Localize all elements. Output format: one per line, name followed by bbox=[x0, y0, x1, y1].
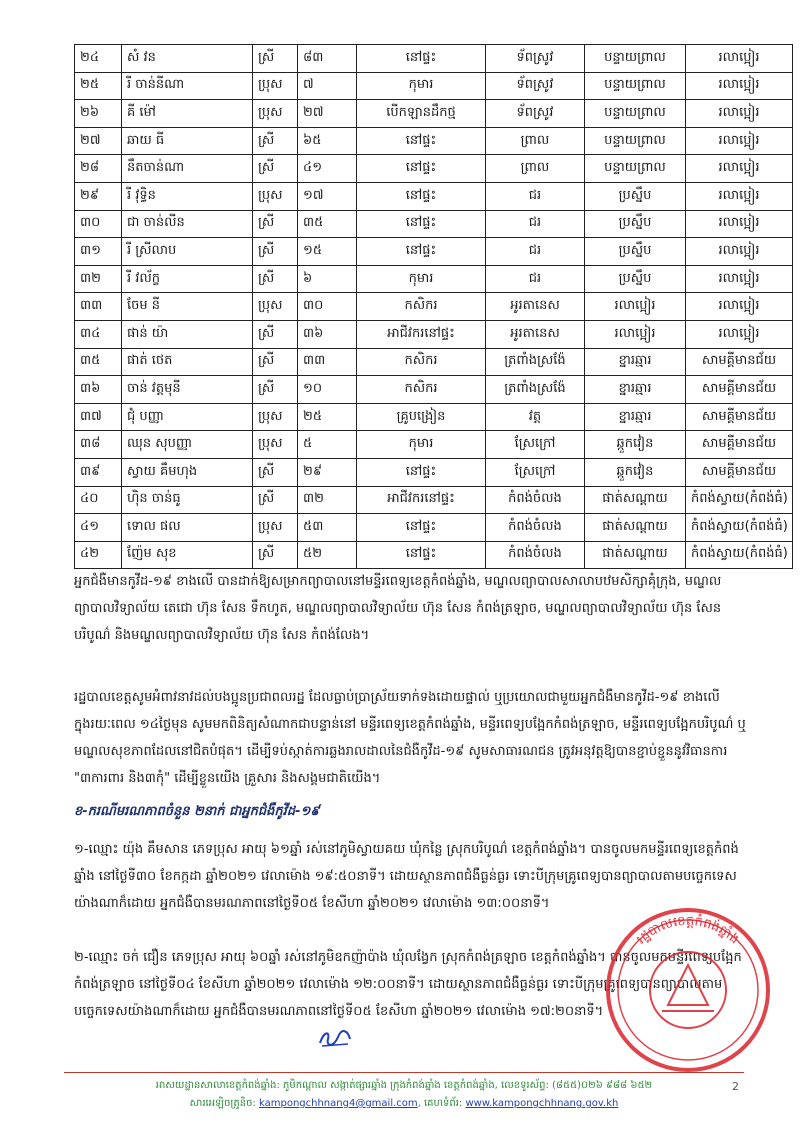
patient-village: ស្រែក្រៅ bbox=[486, 458, 585, 486]
patient-commune: ឆ្កួកវៀន bbox=[585, 458, 686, 486]
patient-commune: ផាត់សណ្តាយ bbox=[585, 514, 686, 542]
patient-occupation: នៅផ្ទះ bbox=[357, 45, 486, 73]
patient-village: កំពង់ចំលង bbox=[486, 486, 585, 514]
patient-village: ទ័ពស្រូវ bbox=[486, 45, 585, 73]
patient-sex: ស្រី bbox=[253, 45, 298, 73]
patient-district: សាមគ្គីមានជ័យ bbox=[686, 403, 793, 431]
patient-sex: ស្រី bbox=[253, 210, 298, 238]
patient-village: អូរតានេស bbox=[486, 320, 585, 348]
patient-name: ទោល ផល bbox=[122, 514, 253, 542]
row-number: ៤១ bbox=[75, 514, 122, 542]
patient-village: ត្រពាំងស្រង៉ែ bbox=[486, 348, 585, 376]
patient-district: រលាប្អៀរ bbox=[686, 238, 793, 266]
appeal-paragraph: រដ្ឋបាលខេត្តសូមអំពាវនាវដល់បងប្អូនប្រជាពលរដ្ឋ ដែលធ្លាប់ប្រាស្រ័យទាក់ទងដោយផ្ទាល់ ឬប្រយោលជាមួយអ្នកជំងឺមានកូវីដ-១៩ ខាងលើ ក្នុងរយៈពេល ១៤ថ្ងៃមុន សូមមកពិនិត្យសំណាកជាបន្ទាន់នៅ មន្ទីរពេទ្យខេត្តកំពង់ឆ្នាំង, មន្ទីរពេទ្យបង្អែកកំពង់ត្រឡាច, មន្ទីរពេទ្យបង្អែកបរិបូណ៌ ឬមណ្ឌលសុខភាពដែលនៅជិតបំផុត។ ដើម្បីទប់ស្កាត់ការឆ្លងរាលដាលនៃជំងឺកូវីដ-១៩ សូមសាធារណជន ត្រូវអនុវត្តឱ្យបានខ្ជាប់ខ្ជួននូវវិធានការ "៣ការពារ និង៣កុំ" ដើម្បីខ្លួនយើង គ្រួសារ និងសង្គមជាតិយើង។ bbox=[74, 690, 746, 786]
patient-age: ៧ bbox=[298, 72, 357, 100]
patient-commune: បន្ទាយព្រាល bbox=[585, 45, 686, 73]
patient-age: ៣២ bbox=[298, 486, 357, 514]
patient-name: សំ វន bbox=[122, 45, 253, 73]
patient-occupation: នៅផ្ទះ bbox=[357, 458, 486, 486]
table-row bbox=[75, 127, 793, 155]
row-number: ២៥ bbox=[75, 72, 122, 100]
patient-sex: ស្រី bbox=[253, 265, 298, 293]
patient-village: អូរតានេស bbox=[486, 293, 585, 321]
footer-divider bbox=[64, 1072, 744, 1073]
patient-village: ព្រាល bbox=[486, 155, 585, 183]
row-number: ៣៥ bbox=[75, 348, 122, 376]
patient-occupation: នៅផ្ទះ bbox=[357, 127, 486, 155]
email-label: សារអេឡិចត្រូនិច: bbox=[189, 1098, 259, 1109]
patient-district: រលាប្អៀរ bbox=[686, 210, 793, 238]
patient-district: រលាប្អៀរ bbox=[686, 265, 793, 293]
patient-occupation: កុមារ bbox=[357, 431, 486, 459]
patient-occupation: គ្រូបង្រៀន bbox=[357, 403, 486, 431]
table-row bbox=[75, 486, 793, 514]
row-number: ២៩ bbox=[75, 182, 122, 210]
patient-village: ស្រែក្រៅ bbox=[486, 431, 585, 459]
patient-district: សាមគ្គីមានជ័យ bbox=[686, 458, 793, 486]
email-link[interactable]: kampongchhnang4@gmail.com bbox=[259, 1098, 418, 1109]
patient-sex: ប្រុស bbox=[253, 72, 298, 100]
patient-sex: ស្រី bbox=[253, 541, 298, 569]
patient-name: ផាន់ យ៉ា bbox=[122, 320, 253, 348]
patient-name: ស្វាយ គឹមហុង bbox=[122, 458, 253, 486]
patient-district: រលាប្អៀរ bbox=[686, 72, 793, 100]
patient-occupation: កសិករ bbox=[357, 293, 486, 321]
patient-commune: ប្រស្នឹប bbox=[585, 182, 686, 210]
patient-commune: រលាប្អៀរ bbox=[585, 293, 686, 321]
patient-age: ២៥ bbox=[298, 403, 357, 431]
patient-name: នឹតចាន់ណា bbox=[122, 155, 253, 183]
patient-sex: ប្រុស bbox=[253, 431, 298, 459]
patient-name: គី ម៉ៅ bbox=[122, 100, 253, 128]
table-row bbox=[75, 210, 793, 238]
patient-age: ៥៣ bbox=[298, 514, 357, 542]
patient-age: ៥២ bbox=[298, 541, 357, 569]
patient-village: កំពង់ចំលង bbox=[486, 541, 585, 569]
table-row bbox=[75, 514, 793, 542]
patient-age: ៣៥ bbox=[298, 210, 357, 238]
patient-name: ជុំ បញ្ញា bbox=[122, 403, 253, 431]
table-row bbox=[75, 348, 793, 376]
death-case-1-paragraph: ១-ឈ្មោះ យ៉ុង គឹមសាន ភេទប្រុស អាយុ ៦១ឆ្នាំ រស់នៅភូមិស្វាយគយ ឃុំកន្លៃ ស្រុកបរិបូណ៌ ខេត្តកំពង់ឆ្នាំង។ បានចូលមកមន្ទីរពេទ្យខេត្តកំពង់ឆ្នាំង នៅថ្ងៃទី៣០ ខែកក្កដា ឆ្នាំ២០២១ វេលាម៉ោង ១៩:៥០នាទី។ ដោយស្ថានភាពជំងឺធ្ងន់ធ្ងរ ទោះបីក្រុមគ្រូពេទ្យបានព្យាបាលតាមបច្ចេកទេសយ៉ាងណាក៏ដោយ អ្នកជំងឺបានមរណភាពនៅថ្ងៃទី០៥ ខែសីហា ឆ្នាំ២០២១ វេលាម៉ោង ១៣:០០នាទី។ bbox=[74, 842, 739, 911]
patient-occupation: កសិករ bbox=[357, 376, 486, 404]
patient-sex: ស្រី bbox=[253, 127, 298, 155]
patient-village: វត្ត bbox=[486, 403, 585, 431]
patient-commune: ខ្នារឆ្មារ bbox=[585, 403, 686, 431]
stamp-text: រដ្ឋបាលខេត្តកំពង់ឆ្នាំង bbox=[633, 913, 742, 948]
patient-commune: ខ្នារឆ្មារ bbox=[585, 348, 686, 376]
patient-age: ២៩ bbox=[298, 458, 357, 486]
patient-occupation: នៅផ្ទះ bbox=[357, 514, 486, 542]
patient-name: រី ស្រីលាប bbox=[122, 238, 253, 266]
patient-name: ផាត់ ថេត bbox=[122, 348, 253, 376]
patient-age: ៦៥ bbox=[298, 127, 357, 155]
patient-commune: ខ្នារឆ្មារ bbox=[585, 376, 686, 404]
patient-occupation: កុមារ bbox=[357, 72, 486, 100]
death-case-2-paragraph: ២-ឈ្មោះ ចក់ ជឿន ភេទប្រុស អាយុ ៦០ឆ្នាំ រស់នៅភូមិឧកញ៉ាប៉ាង ឃុំលង្វែក ស្រុកកំពង់ត្រឡាច ខេត្តកំពង់ឆ្នាំង។ បានចូលមកមន្ទីរពេទ្យបង្អែកកំពង់ត្រឡាច នៅថ្ងៃទី០៤ ខែសីហា ឆ្នាំ២០២១ វេលាម៉ោង ១២:០០នាទី។ ដោយស្ថានភាពជំងឺធ្ងន់ធ្ងរ ទោះបីក្រុមគ្រូពេទ្យបានព្យាបាលតាមបច្ចេកទេសយ៉ាងណាក៏ដោយ អ្នកជំងឺបានមរណភាពនៅថ្ងៃទី០៥ ខែសីហា ឆ្នាំ២០២១ វេលាម៉ោង ១៧:២០នាទី។ bbox=[74, 950, 742, 1019]
patient-commune: បន្ទាយព្រាល bbox=[585, 127, 686, 155]
table-row bbox=[75, 541, 793, 569]
patient-commune: បន្ទាយព្រាល bbox=[585, 72, 686, 100]
footer-contact bbox=[64, 1096, 744, 1112]
row-number: ៣២ bbox=[75, 265, 122, 293]
treatment-centers-paragraph: អ្នកជំងឺមានកូវីដ-១៩ ខាងលើ បានដាក់ឱ្យសម្រាកព្យាបាលនៅមន្ទីរពេទ្យខេត្តកំពង់ឆ្នាំង, មណ្ឌលព្យាបាលសាលាបឋមសិក្សាគុំក្រុង, មណ្ឌលព្យាបាលវិទ្យាល័យ តេជោ ហ៊ុន សែន ទឹកហូត, មណ្ឌលព្យាបាលវិទ្យាល័យ ហ៊ុន សែន កំពង់ត្រឡាច, មណ្ឌលព្យាបាលវិទ្យាល័យ ហ៊ុន សែន បរិបូណ៌ និងមណ្ឌលព្យាបាលវិទ្យាល័យ ហ៊ុន សែន កំពង់លែង។ bbox=[74, 574, 722, 643]
table-body bbox=[75, 45, 793, 569]
table-row bbox=[75, 320, 793, 348]
table-row bbox=[75, 238, 793, 266]
patient-name: ឈុន សុបញ្ញា bbox=[122, 431, 253, 459]
patient-sex: ប្រុស bbox=[253, 403, 298, 431]
table-row bbox=[75, 155, 793, 183]
patient-commune: រលាប្អៀរ bbox=[585, 320, 686, 348]
footer-address: អាសយដ្ឋានសាលាខេត្តកំពង់ឆ្នាំង: ភូមិកណ្ដាល សង្កាត់ផ្សារឆ្នាំង ក្រុងកំពង់ឆ្នាំង ខេត្តកំពង់ឆ្នាំង, លេខទូរស័ព្ទ: (៨៥៥)០២៦ ៩៨៨ ៦៥២ bbox=[155, 1080, 653, 1091]
table-row bbox=[75, 45, 793, 73]
row-number: ៣១ bbox=[75, 238, 122, 266]
patient-occupation: នៅផ្ទះ bbox=[357, 238, 486, 266]
patient-age: ៨៣ bbox=[298, 45, 357, 73]
patient-age: ៣០ bbox=[298, 293, 357, 321]
patient-occupation: បើកឡានដឹកថ្ម bbox=[357, 100, 486, 128]
patient-sex: ប្រុស bbox=[253, 100, 298, 128]
patient-village: ជរ bbox=[486, 265, 585, 293]
patient-district: កំពង់ស្វាយ(កំពង់ធំ) bbox=[686, 514, 793, 542]
row-number: ២៨ bbox=[75, 155, 122, 183]
patient-district: រលាប្អៀរ bbox=[686, 127, 793, 155]
patient-commune: ផាត់សណ្តាយ bbox=[585, 541, 686, 569]
patient-name: ជា ចាន់លីន bbox=[122, 210, 253, 238]
patient-district: សាមគ្គីមានជ័យ bbox=[686, 431, 793, 459]
table-row bbox=[75, 182, 793, 210]
patient-district: រលាប្អៀរ bbox=[686, 293, 793, 321]
patient-age: ៣៣ bbox=[298, 348, 357, 376]
patient-name: រី វល័ក្ខ bbox=[122, 265, 253, 293]
patient-age: ៣៦ bbox=[298, 320, 357, 348]
patient-commune: ផាត់សណ្តាយ bbox=[585, 486, 686, 514]
patient-sex: ស្រី bbox=[253, 155, 298, 183]
patient-district: រលាប្អៀរ bbox=[686, 100, 793, 128]
patient-name: ចែម នី bbox=[122, 293, 253, 321]
patient-district: រលាប្អៀរ bbox=[686, 320, 793, 348]
patient-occupation: នៅផ្ទះ bbox=[357, 182, 486, 210]
row-number: ៣៣ bbox=[75, 293, 122, 321]
website-label: , គេហទំព័រ: bbox=[417, 1098, 466, 1109]
patient-sex: ប្រុស bbox=[253, 182, 298, 210]
patient-village: ទ័ពស្រូវ bbox=[486, 72, 585, 100]
website-link[interactable]: www.kampongchhnang.gov.kh bbox=[465, 1098, 619, 1109]
patient-sex: ប្រុស bbox=[253, 293, 298, 321]
patient-name: ហ៊ិន ចាន់ធូ bbox=[122, 486, 253, 514]
patient-sex: ប្រុស bbox=[253, 514, 298, 542]
table-row bbox=[75, 265, 793, 293]
patient-village: ជរ bbox=[486, 182, 585, 210]
patient-district: រលាប្អៀរ bbox=[686, 155, 793, 183]
patient-age: ៤១ bbox=[298, 155, 357, 183]
row-number: ២៦ bbox=[75, 100, 122, 128]
patient-name: ចាន់ វត្តមុនី bbox=[122, 376, 253, 404]
patient-district: សាមគ្គីមានជ័យ bbox=[686, 376, 793, 404]
patient-commune: បន្ទាយព្រាល bbox=[585, 100, 686, 128]
patient-district: រលាប្អៀរ bbox=[686, 45, 793, 73]
initials-signature bbox=[318, 1025, 352, 1049]
patient-age: ២៧ bbox=[298, 100, 357, 128]
patient-occupation: អាជីវករនៅផ្ទះ bbox=[357, 486, 486, 514]
table-row bbox=[75, 72, 793, 100]
patient-age: ១៥ bbox=[298, 238, 357, 266]
row-number: ៣៩ bbox=[75, 458, 122, 486]
patient-sex: ស្រី bbox=[253, 458, 298, 486]
patient-sex: ស្រី bbox=[253, 486, 298, 514]
patient-village: ទ័ពស្រូវ bbox=[486, 100, 585, 128]
page-number: 2 bbox=[732, 1080, 739, 1093]
patient-village: ជរ bbox=[486, 238, 585, 266]
table-row bbox=[75, 458, 793, 486]
patient-sex: ស្រី bbox=[253, 376, 298, 404]
patient-sex: ស្រី bbox=[253, 238, 298, 266]
patient-age: ៦ bbox=[298, 265, 357, 293]
patient-commune: ប្រស្នឹប bbox=[585, 238, 686, 266]
row-number: ៤២ bbox=[75, 541, 122, 569]
patient-occupation: នៅផ្ទះ bbox=[357, 155, 486, 183]
patient-occupation: នៅផ្ទះ bbox=[357, 541, 486, 569]
row-number: ២៤ bbox=[75, 45, 122, 73]
official-seal-stamp bbox=[598, 905, 778, 1075]
patient-village: ព្រាល bbox=[486, 127, 585, 155]
patient-name: ឆាយ ធី bbox=[122, 127, 253, 155]
table-row bbox=[75, 293, 793, 321]
table-row bbox=[75, 100, 793, 128]
patient-village: ត្រពាំងស្រង៉ែ bbox=[486, 376, 585, 404]
row-number: ៣៨ bbox=[75, 431, 122, 459]
patient-age: ១០ bbox=[298, 376, 357, 404]
patient-name: រី ចាន់នីណា bbox=[122, 72, 253, 100]
patient-district: រលាប្អៀរ bbox=[686, 182, 793, 210]
row-number: ២៧ bbox=[75, 127, 122, 155]
patient-age: ១៧ bbox=[298, 182, 357, 210]
patient-occupation: អាជីវករនៅផ្ទះ bbox=[357, 320, 486, 348]
patient-commune: ប្រស្នឹប bbox=[585, 210, 686, 238]
row-number: ៣៧ bbox=[75, 403, 122, 431]
row-number: ៤០ bbox=[75, 486, 122, 514]
patient-occupation: កុមារ bbox=[357, 265, 486, 293]
patient-village: ជរ bbox=[486, 210, 585, 238]
patient-name: រី វុទ្ធិន bbox=[122, 182, 253, 210]
deaths-section-heading: ខ-ករណីមរណភាពចំនួន ២នាក់ ជាអ្នកជំងឺកូវីដ-១៩ bbox=[74, 804, 320, 819]
patient-district: សាមគ្គីមានជ័យ bbox=[686, 348, 793, 376]
row-number: ៣០ bbox=[75, 210, 122, 238]
patient-sex: ស្រី bbox=[253, 320, 298, 348]
patient-sex: ស្រី bbox=[253, 348, 298, 376]
patient-district: កំពង់ស្វាយ(កំពង់ធំ) bbox=[686, 486, 793, 514]
patient-name: ញ៉ែម សុខ bbox=[122, 541, 253, 569]
covid-cases-table bbox=[74, 44, 793, 569]
patient-commune: បន្ទាយព្រាល bbox=[585, 155, 686, 183]
patient-district: កំពង់ស្វាយ(កំពង់ធំ) bbox=[686, 541, 793, 569]
patient-occupation: កសិករ bbox=[357, 348, 486, 376]
row-number: ៣៤ bbox=[75, 320, 122, 348]
patient-commune: ប្រស្នឹប bbox=[585, 265, 686, 293]
table-row bbox=[75, 376, 793, 404]
row-number: ៣៦ bbox=[75, 376, 122, 404]
patient-village: កំពង់ចំលង bbox=[486, 514, 585, 542]
patient-occupation: នៅផ្ទះ bbox=[357, 210, 486, 238]
patient-age: ៥ bbox=[298, 431, 357, 459]
patient-commune: ឆ្កួកវៀន bbox=[585, 431, 686, 459]
table-row bbox=[75, 403, 793, 431]
table-row bbox=[75, 431, 793, 459]
